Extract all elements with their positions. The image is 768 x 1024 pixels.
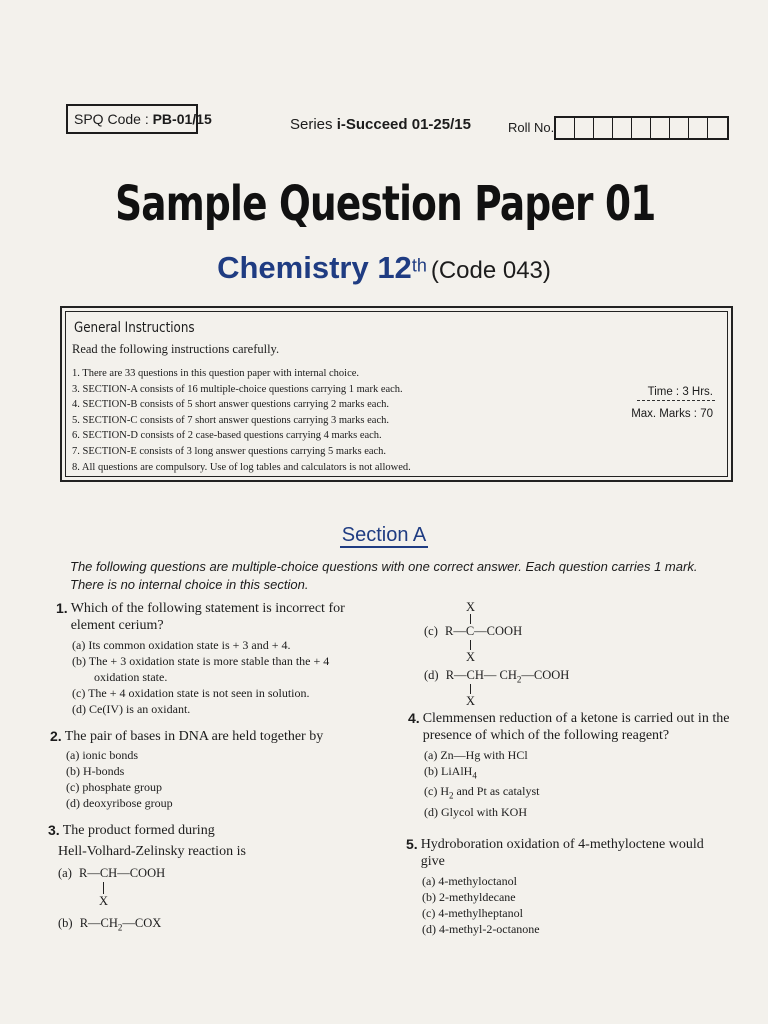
- substituent: X: [466, 600, 476, 614]
- option-text: (b) LiAlH: [424, 764, 473, 778]
- option-c: [424, 624, 522, 639]
- subscript: 2: [516, 674, 522, 685]
- bond-line: [470, 640, 471, 650]
- option-c: (c) 4-methylheptanol: [422, 906, 523, 920]
- option-b: [424, 763, 730, 783]
- bond-line: [103, 882, 104, 894]
- option-b-continued: oxidation state.: [94, 670, 168, 684]
- question-number: 2.: [50, 728, 62, 744]
- subscript: 2: [117, 922, 123, 933]
- roll-number-digit-box[interactable]: [689, 118, 708, 138]
- roll-number-digit-box[interactable]: [651, 118, 670, 138]
- bond-line: [470, 684, 471, 694]
- option-c: (c) The + 4 oxidation state is not seen in solution.: [72, 686, 310, 700]
- subject-code: (Code 043): [430, 257, 551, 284]
- formula-part: —COX: [122, 916, 162, 930]
- substituent: X: [99, 894, 109, 908]
- instructions-inner-frame: [65, 311, 728, 477]
- question-2: [50, 728, 385, 811]
- paper-subtitle: [0, 250, 768, 286]
- option-b: [58, 916, 161, 933]
- option-d: (d) Glycol with KOH: [424, 804, 527, 819]
- question-1: [56, 600, 386, 717]
- option-b: (b) H-bonds: [66, 764, 125, 778]
- question-4: [408, 710, 730, 820]
- formula: R—C—COOH: [445, 624, 523, 638]
- instructions-heading: General Instructions: [74, 320, 195, 336]
- formula-part: R—CH— CH: [445, 668, 517, 682]
- instruction-item: 8. All questions are compulsory. Use of log tables and calculators is not allowed.: [72, 461, 411, 473]
- roll-number-digit-box[interactable]: [594, 118, 613, 138]
- section-intro: The following questions are multiple-choice questions with one correct answer. Each question carries 1 mark. There is no internal choice in this section.: [70, 559, 698, 592]
- substituent: X: [466, 694, 476, 708]
- instructions-intro: Read the following instructions carefully.: [72, 342, 280, 356]
- instruction-item: 3. SECTION-A consists of 16 multiple-choice questions carrying 1 mark each.: [72, 383, 403, 395]
- option-label: (d): [424, 668, 439, 682]
- option-a: [58, 866, 165, 881]
- series-label: Series: [290, 116, 333, 133]
- option-label: (a): [58, 866, 72, 880]
- roll-number-digit-box[interactable]: [670, 118, 689, 138]
- roll-number-digit-box[interactable]: [708, 118, 727, 138]
- instructions-box: [60, 306, 733, 482]
- question-3: [48, 822, 383, 942]
- option-d: (d) 4-methyl-2-octanone: [422, 922, 540, 936]
- formula-part: —COOH: [521, 668, 570, 682]
- time-allowed: Time : 3 Hrs.: [647, 386, 713, 398]
- option-a: (a) ionic bonds: [66, 748, 138, 762]
- option-label: (b): [58, 916, 73, 930]
- option-b: (b) 2-methyldecane: [422, 890, 516, 904]
- section-title-text: Section A: [341, 524, 427, 546]
- subscript: 2: [448, 790, 454, 801]
- question-text: Hydroboration oxidation of 4-methyloctene would give: [420, 837, 704, 869]
- spq-code-value: PB-01/15: [152, 111, 212, 127]
- max-marks: Max. Marks : 70: [631, 408, 713, 420]
- roll-number-boxes[interactable]: [554, 116, 729, 140]
- question-text: Which of the following statement is incorrect for element cerium?: [70, 601, 345, 633]
- option-c: (c) phosphate group: [66, 780, 162, 794]
- roll-number-digit-box[interactable]: [575, 118, 594, 138]
- option-a: (a) Its common oxidation state is + 3 and + 4.: [72, 638, 291, 652]
- subject-superscript: th: [411, 255, 427, 276]
- instruction-item: 1. There are 33 questions in this question paper with internal choice.: [72, 368, 360, 379]
- subject-name: Chemistry 12: [217, 250, 412, 285]
- paper-title: Sample Question Paper 01: [115, 176, 656, 232]
- option-d: (d) Ce(IV) is an oxidant.: [72, 702, 191, 716]
- question-number: 4.: [408, 710, 420, 726]
- roll-number-digit-box[interactable]: [613, 118, 632, 138]
- question-text-line-2: Hell-Volhard-Zelinsky reaction is: [58, 844, 246, 859]
- instructions-list: [72, 366, 411, 475]
- substituent: X: [466, 650, 476, 664]
- question-text: Clemmensen reduction of a ketone is carried out in the presence of which of the following reagent?: [422, 711, 730, 743]
- option-a: (a) Zn—Hg with HCl: [424, 748, 528, 762]
- instruction-item: 4. SECTION-B consists of 5 short answer questions carrying 2 marks each.: [72, 399, 389, 411]
- roll-number-digit-box[interactable]: [556, 118, 575, 138]
- option-text-rest: and Pt as catalyst: [453, 784, 540, 799]
- question-text-line-1: The product formed during: [62, 823, 215, 838]
- subscript: 4: [472, 770, 477, 781]
- roll-number-digit-box[interactable]: [632, 118, 651, 138]
- roll-number-label: Roll No.: [508, 120, 555, 135]
- instruction-item: 5. SECTION-C consists of 7 short answer questions carrying 3 marks each.: [72, 414, 389, 426]
- option-label: (c): [424, 624, 438, 638]
- formula-part: R—CH: [79, 916, 118, 930]
- question-text: The pair of bases in DNA are held together by: [64, 729, 324, 744]
- option-text: (c) H: [424, 784, 449, 799]
- option-b: (b) The + 3 oxidation state is more stable than the + 4: [72, 654, 330, 668]
- question-number: 1.: [56, 600, 68, 616]
- bond-line: [470, 614, 471, 624]
- question-number: 3.: [48, 822, 60, 838]
- question-5: [406, 836, 726, 937]
- option-d: (d) deoxyribose group: [66, 796, 173, 810]
- question-number: 5.: [406, 836, 418, 852]
- dashed-divider: [637, 400, 715, 401]
- spq-code-label: SPQ Code :: [74, 111, 149, 127]
- spq-code-box: [66, 104, 212, 134]
- option-a: (a) 4-methyloctanol: [422, 874, 517, 888]
- option-c: [424, 783, 730, 803]
- series-line: [290, 116, 471, 133]
- instruction-item: 6. SECTION-D consists of 2 case-based questions carrying 4 marks each.: [72, 430, 382, 442]
- section-title: [0, 524, 768, 547]
- option-d: [424, 668, 569, 685]
- instruction-item: 7. SECTION-E consists of 3 long answer questions carrying 5 marks each.: [72, 445, 387, 457]
- series-value: i-Succeed 01-25/15: [336, 116, 471, 133]
- formula: R—CH—COOH: [79, 866, 166, 880]
